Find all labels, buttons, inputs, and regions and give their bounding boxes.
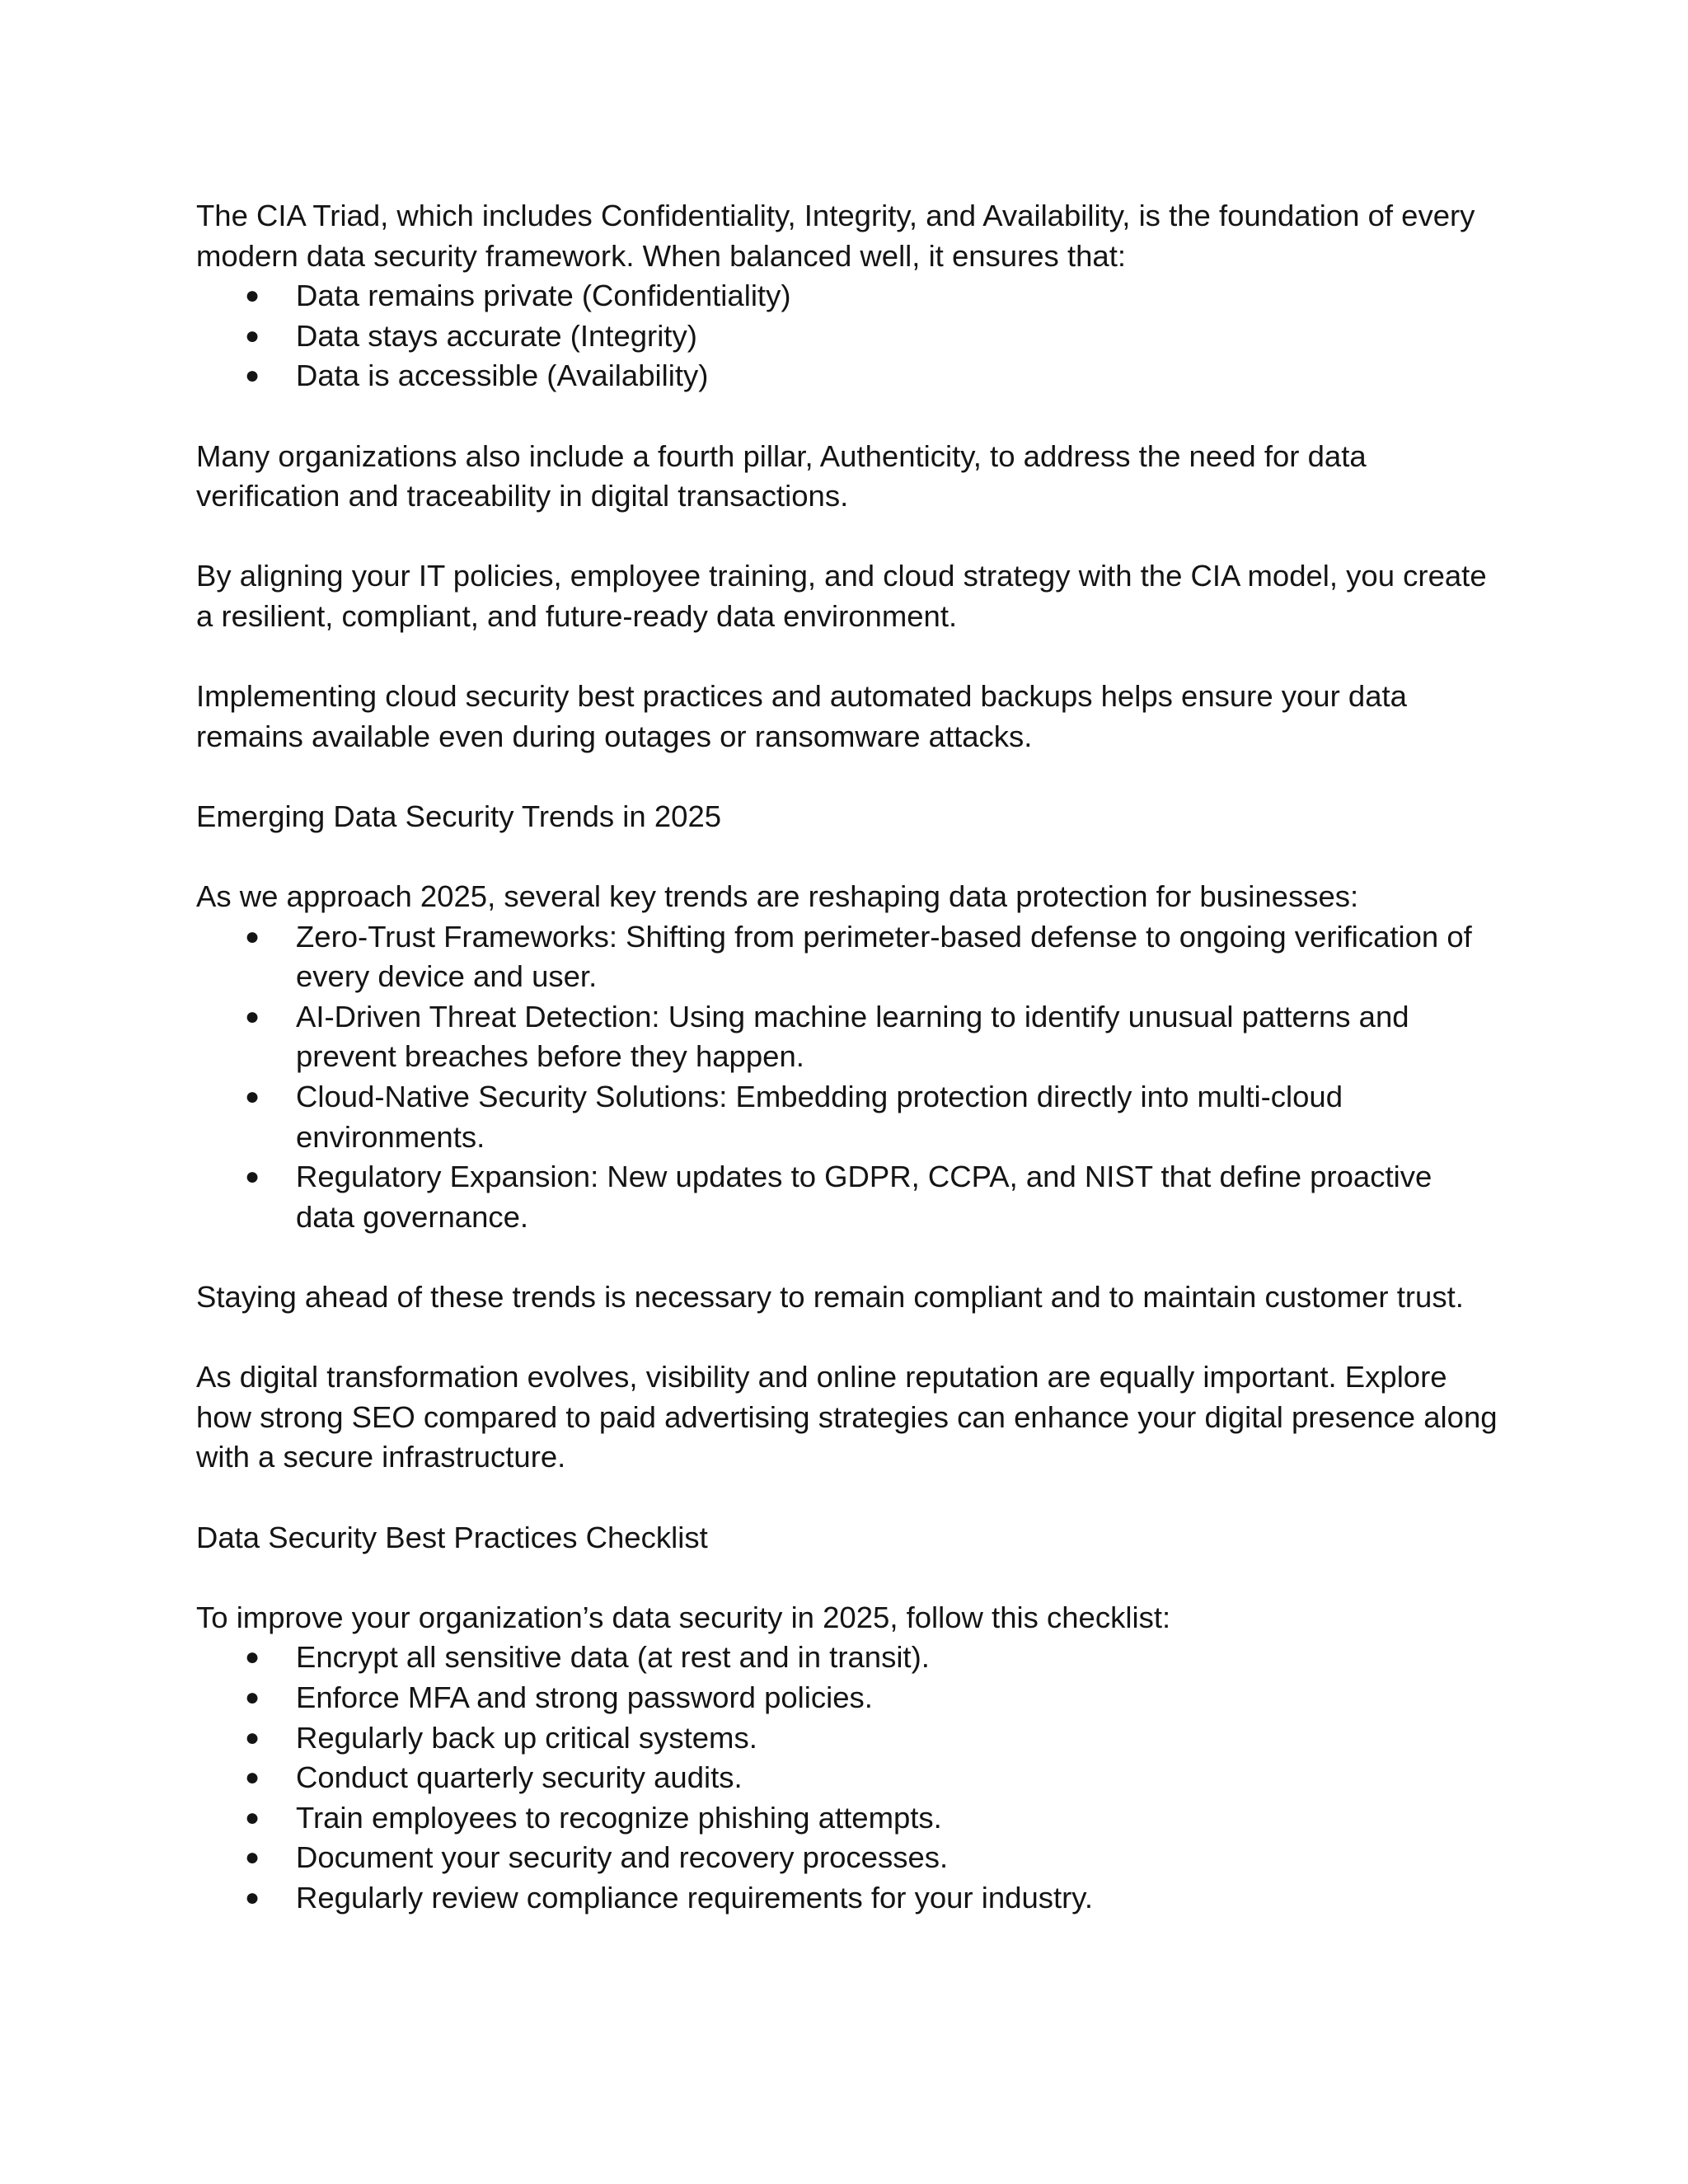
list-item-text: Conduct quarterly security audits. <box>296 1760 743 1795</box>
bullet-icon: ● <box>245 1163 260 1191</box>
list-item-text: Data stays accurate (Integrity) <box>296 318 697 353</box>
bullet-icon: ● <box>245 1844 260 1872</box>
list-item-text: Document your security and recovery processes. <box>296 1840 949 1875</box>
list-item-text: Cloud-Native Security Solutions: Embedding protection directly into multi-cloud environments. <box>296 1080 1343 1154</box>
paragraph-trends-intro: As we approach 2025, several key trends are reshaping data protection for businesses: <box>196 879 1359 914</box>
list-item-text: AI-Driven Threat Detection: Using machine learning to identify unusual patterns and prevent breaches before they happen. <box>296 999 1409 1074</box>
list-item-text: Regularly review compliance requirements for your industry. <box>296 1880 1093 1915</box>
spacer <box>196 757 1498 797</box>
list-item <box>196 1718 1498 1759</box>
paragraph-staying-ahead: Staying ahead of these trends is necessary to remain compliant and to maintain customer trust. <box>196 1280 1464 1315</box>
list-item <box>196 1678 1498 1718</box>
bullet-icon: ● <box>245 282 260 310</box>
checklist <box>196 1638 1498 1918</box>
bullet-icon: ● <box>245 1002 260 1030</box>
spacer <box>196 637 1498 677</box>
paragraph-digital-transformation: As digital transformation evolves, visibility and online reputation are equally important. Explore how strong SEO compared to paid advertising strategies can enhance your digital presence along with a secure infrastructure. <box>196 1360 1498 1474</box>
cia-list <box>196 276 1498 396</box>
spacer <box>196 517 1498 557</box>
paragraph-aligning: By aligning your IT policies, employee training, and cloud strategy with the CIA model, you create a resilient, compliant, and future-ready data environment. <box>196 559 1487 633</box>
list-item-text: Train employees to recognize phishing attempts. <box>296 1800 942 1835</box>
list-item <box>196 997 1498 1077</box>
paragraph-cloud-backups: Implementing cloud security best practices and automated backups helps ensure your data remains available even during outages or ransomware attacks. <box>196 679 1407 753</box>
list-item <box>196 1838 1498 1878</box>
list-item-text: Regulatory Expansion: New updates to GDPR, CCPA, and NIST that define proactive data governance. <box>296 1160 1432 1234</box>
list-item-text: Enforce MFA and strong password policies. <box>296 1680 873 1714</box>
list-item <box>196 1798 1498 1839</box>
section-heading-checklist: Data Security Best Practices Checklist <box>196 1520 708 1554</box>
list-item-text: Regularly back up critical systems. <box>296 1720 757 1755</box>
bullet-icon: ● <box>245 321 260 349</box>
list-item <box>196 1758 1498 1798</box>
list-item <box>196 356 1498 396</box>
spacer <box>196 1558 1498 1598</box>
list-item <box>196 276 1498 316</box>
list-item-text: Zero-Trust Frameworks: Shifting from perimeter-based defense to ongoing verification of every device and user. <box>296 919 1472 994</box>
list-item <box>196 1077 1498 1157</box>
list-item-text: Encrypt all sensitive data (at rest and in transit). <box>296 1640 930 1675</box>
section-heading-trends: Emerging Data Security Trends in 2025 <box>196 799 722 833</box>
bullet-icon: ● <box>245 922 260 950</box>
trends-list <box>196 917 1498 1238</box>
list-item <box>196 917 1498 997</box>
bullet-icon: ● <box>245 1764 260 1792</box>
spacer <box>196 1478 1498 1518</box>
list-item-text: Data is accessible (Availability) <box>296 359 709 393</box>
bullet-icon: ● <box>245 1683 260 1711</box>
paragraph-checklist-intro: To improve your organization’s data security in 2025, follow this checklist: <box>196 1600 1171 1634</box>
bullet-icon: ● <box>245 1083 260 1111</box>
list-item <box>196 316 1498 357</box>
spacer <box>196 837 1498 878</box>
paragraph-cia-intro: The CIA Triad, which includes Confidentiality, Integrity, and Availability, is the foundation of every modern data security framework. When balanced well, it ensures that: <box>196 199 1475 273</box>
list-item <box>196 1638 1498 1678</box>
bullet-icon: ● <box>245 1883 260 1911</box>
document-page <box>196 196 1498 1919</box>
spacer <box>196 396 1498 437</box>
paragraph-authenticity: Many organizations also include a fourth pillar, Authenticity, to address the need for data verification and traceability in digital transactions. <box>196 438 1367 513</box>
list-item <box>196 1157 1498 1237</box>
bullet-icon: ● <box>245 1643 260 1671</box>
spacer <box>196 1318 1498 1358</box>
bullet-icon: ● <box>245 1803 260 1831</box>
bullet-icon: ● <box>245 362 260 390</box>
list-item-text: Data remains private (Confidentiality) <box>296 279 791 313</box>
bullet-icon: ● <box>245 1723 260 1751</box>
list-item <box>196 1878 1498 1919</box>
spacer <box>196 1237 1498 1277</box>
